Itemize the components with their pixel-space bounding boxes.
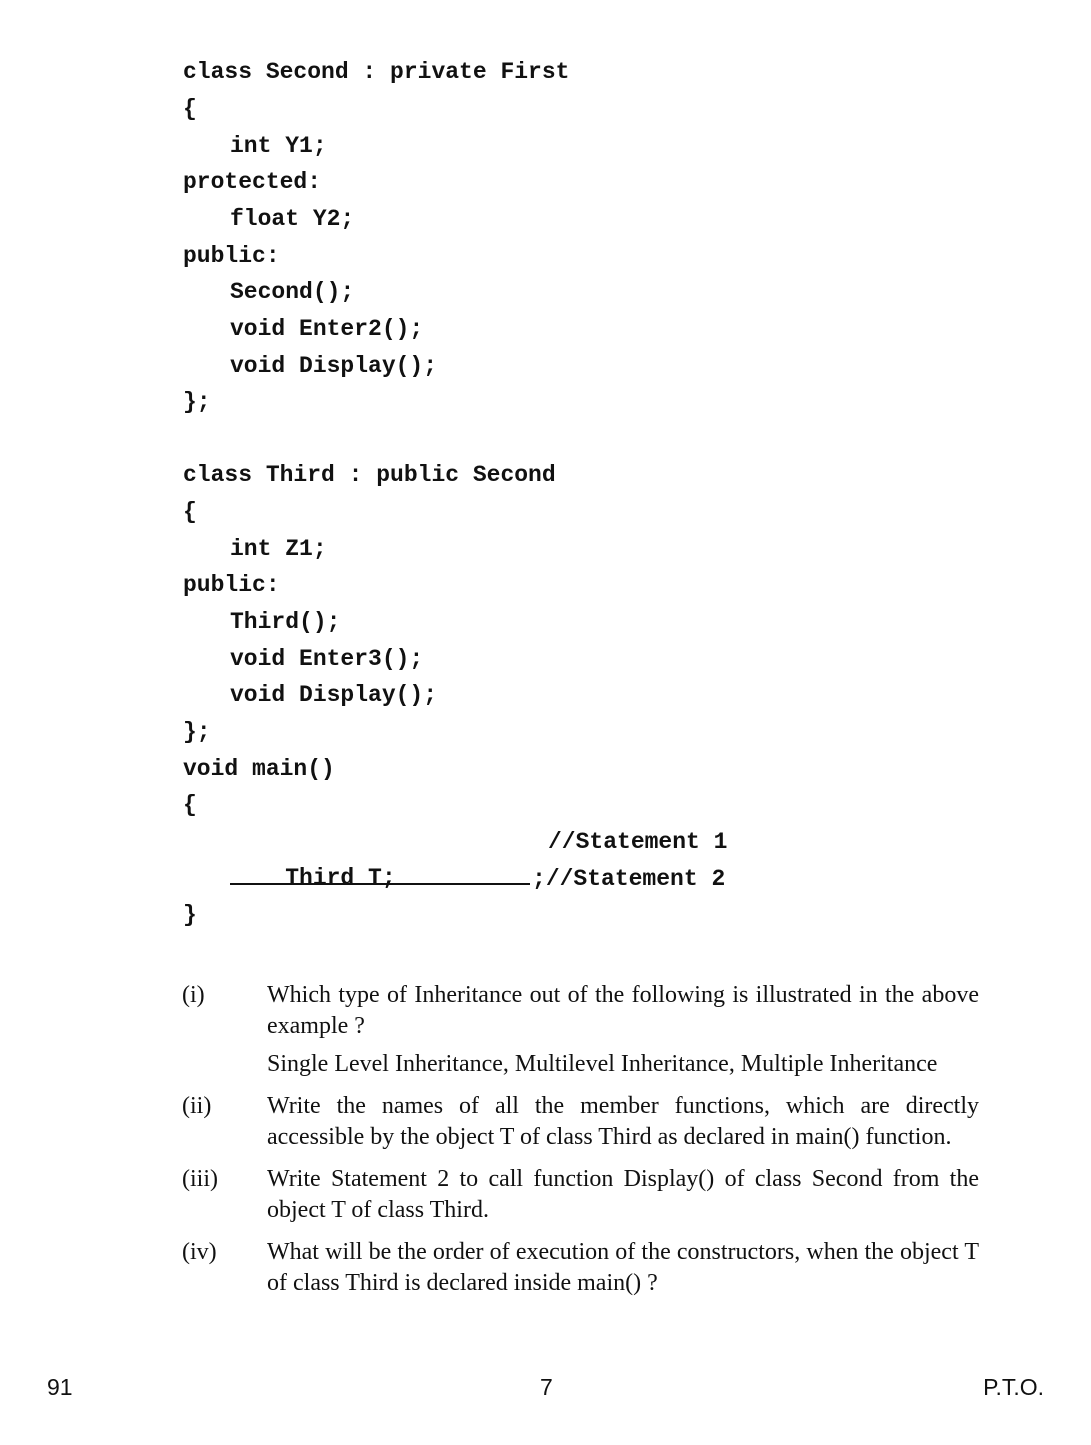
- member-z1: int Z1;: [230, 536, 327, 562]
- close-brace: }: [183, 902, 197, 928]
- statement-2-blank: [230, 861, 530, 885]
- third-constructor: Third();: [230, 609, 341, 635]
- main-header: void main(): [183, 756, 335, 782]
- third-display: void Display();: [230, 682, 438, 708]
- question-number: (iv): [182, 1239, 217, 1265]
- class-second-header: class Second : private First: [183, 59, 570, 85]
- second-constructor: Second();: [230, 279, 355, 305]
- question-text: What will be the order of execution of the constructors, when the object T of class Third is declared inside main() ?: [267, 1239, 979, 1296]
- pto-label: P.T.O.: [983, 1374, 1044, 1400]
- statement-1: [230, 824, 396, 891]
- member-y1: int Y1;: [230, 133, 327, 159]
- question-item: [182, 980, 979, 1080]
- question-options: Single Level Inheritance, Multilevel Inheritance, Multiple Inheritance: [267, 1051, 938, 1077]
- question-body: [267, 1164, 979, 1226]
- open-brace: {: [183, 499, 197, 525]
- member-y2: float Y2;: [230, 206, 355, 232]
- close-brace: };: [183, 719, 211, 745]
- question-item: [182, 1164, 979, 1226]
- paper-code: 91: [47, 1374, 73, 1400]
- close-brace: };: [183, 389, 211, 415]
- statement-1-comment: //Statement 1: [548, 829, 728, 855]
- public-label: public:: [183, 243, 280, 269]
- page-footer: [0, 1374, 1091, 1408]
- class-third-header: class Third : public Second: [183, 462, 556, 488]
- statement-1-code: Third T;: [285, 865, 396, 891]
- statement-2-semicolon: ;: [532, 866, 546, 892]
- open-brace: {: [183, 792, 197, 818]
- question-item: [182, 1237, 979, 1299]
- second-display: void Display();: [230, 353, 438, 379]
- statement-2: [230, 861, 725, 897]
- public-label: public:: [183, 572, 280, 598]
- question-body: [267, 1237, 979, 1299]
- page-number: 7: [540, 1374, 553, 1400]
- question-text: Which type of Inheritance out of the following is illustrated in the above example ?: [267, 982, 979, 1039]
- question-number: (i): [182, 982, 205, 1008]
- question-list: [182, 980, 979, 1310]
- question-text: Write Statement 2 to call function Display() of class Second from the object T of class Third.: [267, 1166, 979, 1223]
- second-enter2: void Enter2();: [230, 316, 424, 342]
- statement-2-comment: //Statement 2: [545, 866, 726, 892]
- question-text: Write the names of all the member functions, which are directly accessible by the object T of class Third as declared in main() function.: [267, 1093, 979, 1150]
- protected-label: protected:: [183, 169, 322, 195]
- question-body: [267, 980, 979, 1080]
- open-brace: {: [183, 96, 197, 122]
- question-number: (ii): [182, 1093, 212, 1119]
- question-body: [267, 1091, 979, 1153]
- question-number: (iii): [182, 1166, 218, 1192]
- third-enter3: void Enter3();: [230, 646, 424, 672]
- question-item: [182, 1091, 979, 1153]
